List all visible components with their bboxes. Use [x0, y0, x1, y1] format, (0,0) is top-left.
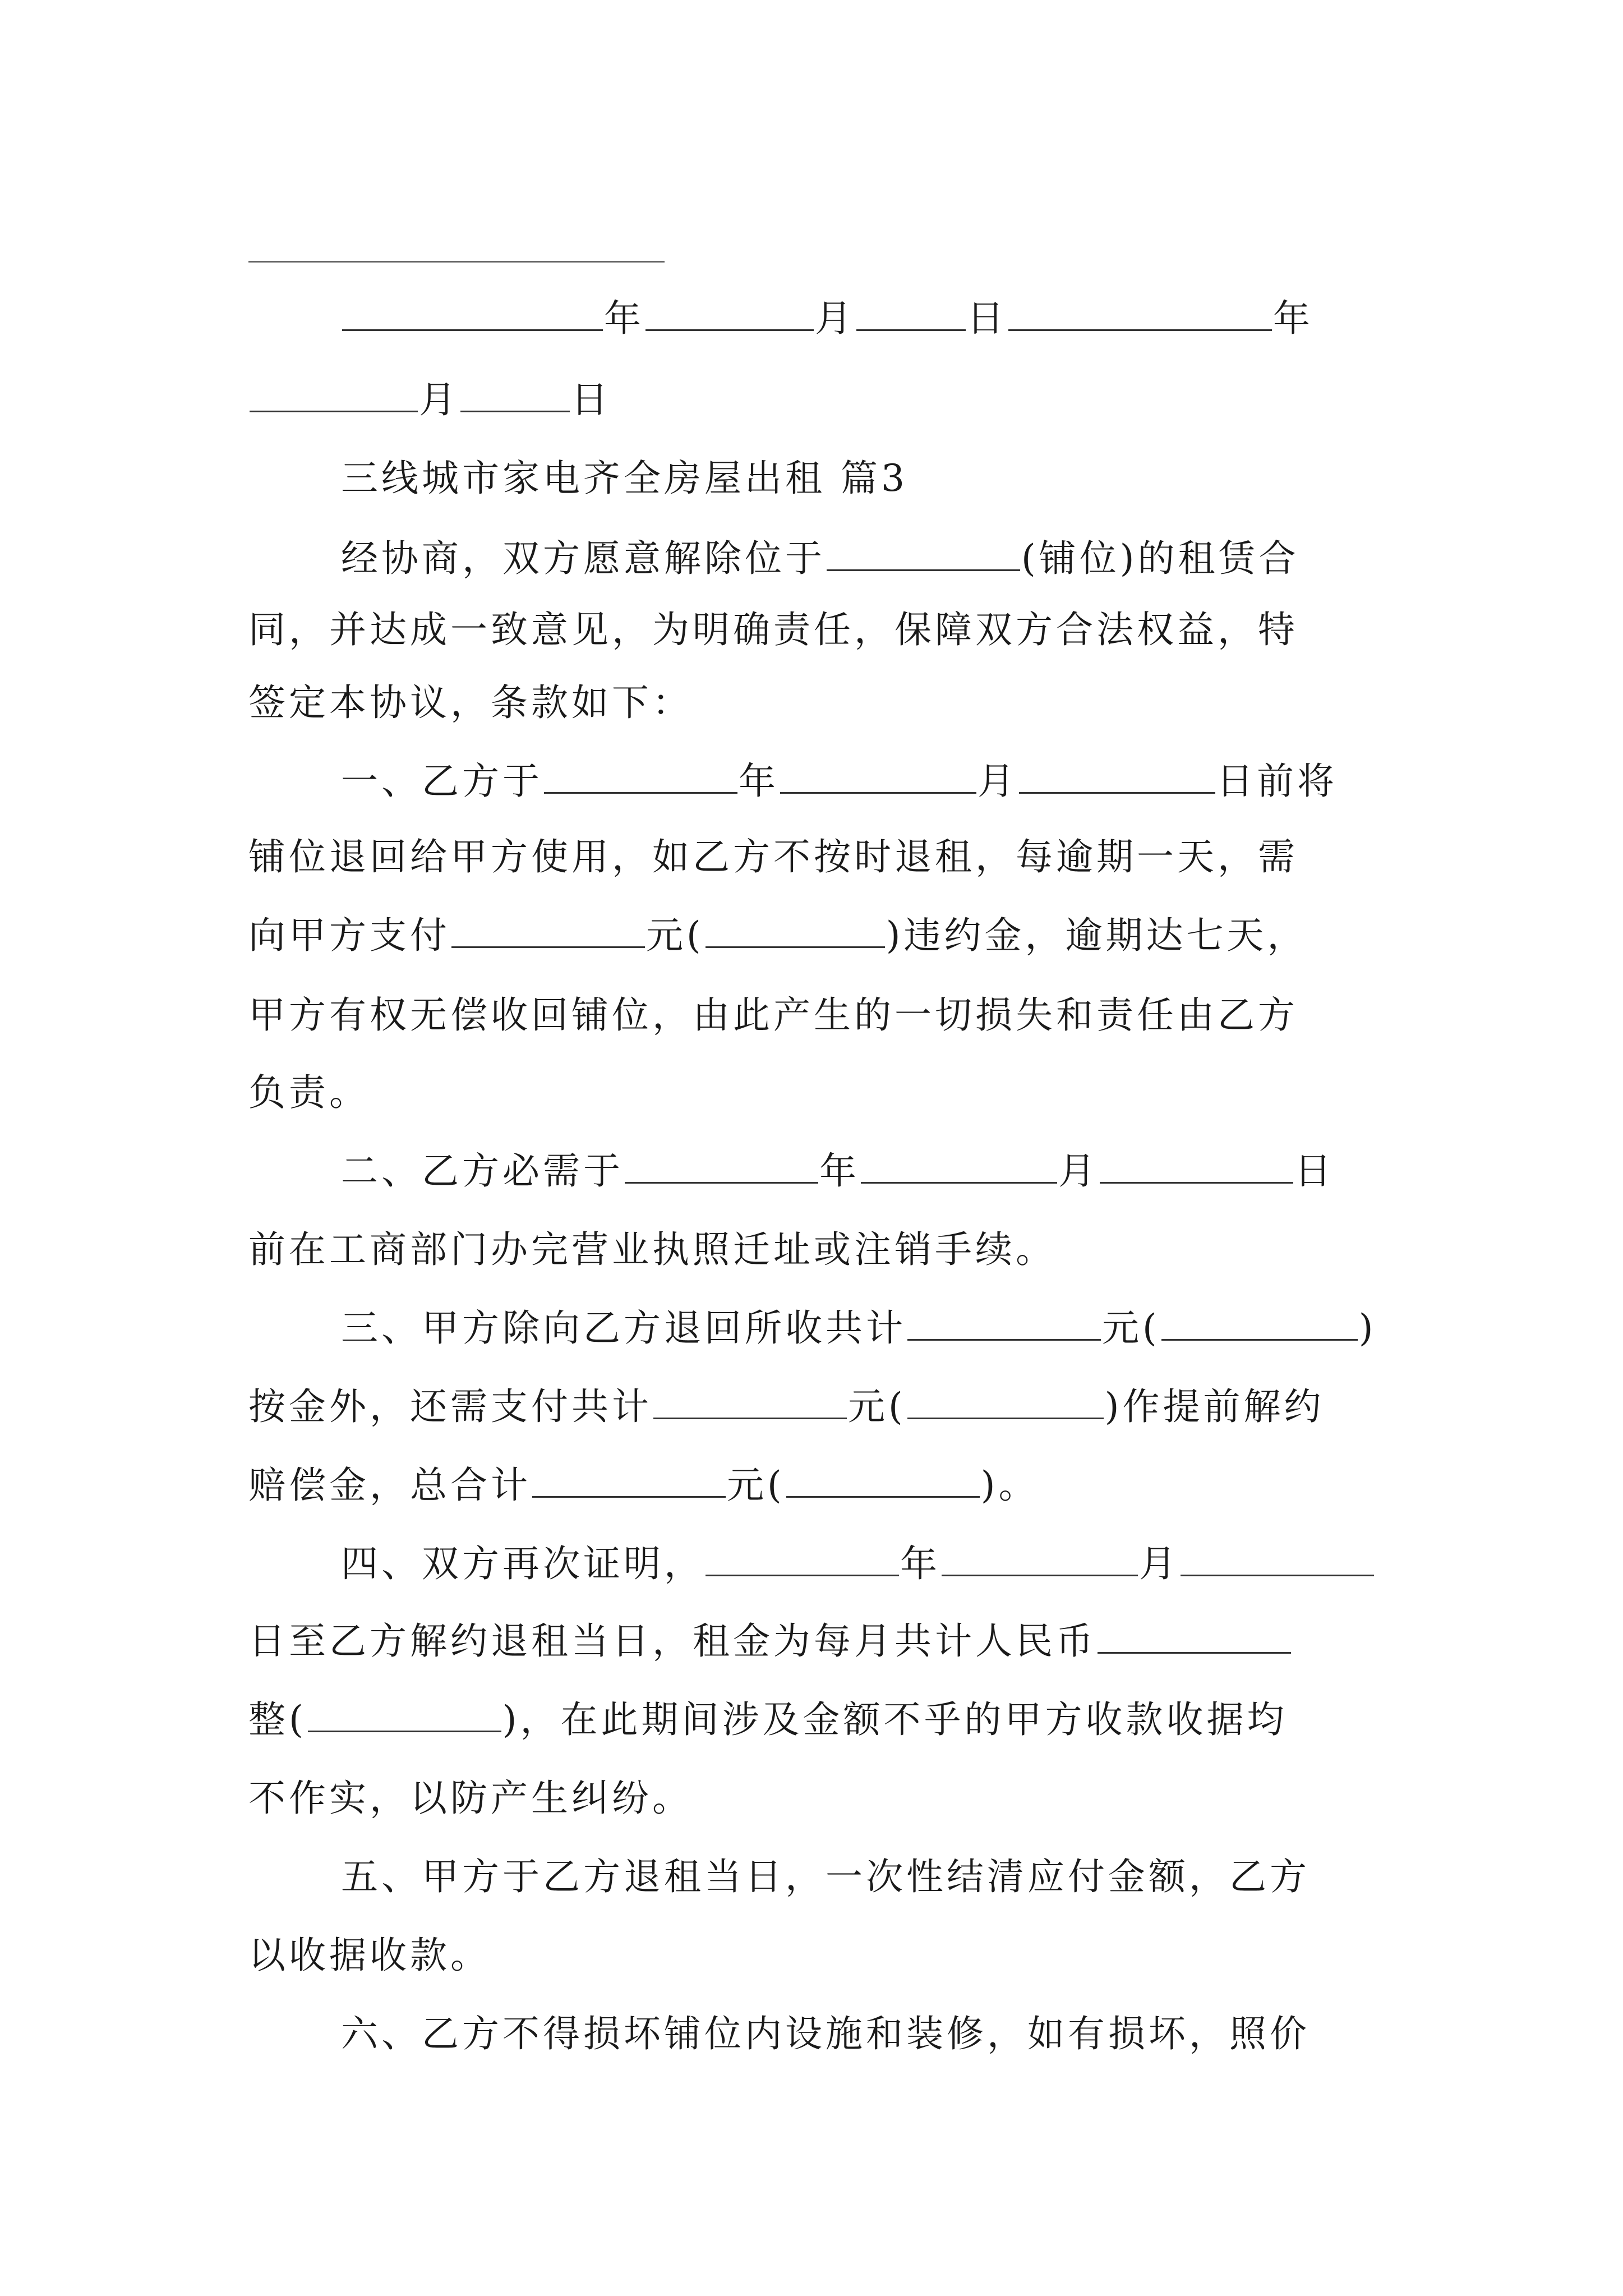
blank-field	[250, 377, 418, 412]
clause-text: 年	[739, 760, 779, 803]
blank-field	[861, 1148, 1057, 1184]
clause-4-line-3	[248, 1693, 1288, 1747]
clause-1-line-5: 负责。	[248, 1071, 370, 1114]
clause-text: 四、双方再次证明，	[341, 1542, 704, 1585]
clause-1-line-2: 铺位退回给甲方使用，如乙方不按时退租，每逾期一天，需	[248, 835, 1298, 878]
clause-text: 年	[819, 1149, 860, 1193]
blank-field	[780, 758, 976, 794]
top-divider	[248, 261, 665, 263]
blank-field	[942, 1541, 1138, 1576]
clause-text: 月	[1058, 1149, 1099, 1193]
blank-field	[786, 1462, 980, 1498]
date-year-label: 年	[604, 297, 644, 340]
blank-field	[706, 913, 885, 948]
blank-field	[907, 1384, 1104, 1419]
clause-text: )，在此期间涉及金额不乎的甲方收款收据均	[502, 1698, 1288, 1741]
clause-text: 月	[1139, 1542, 1179, 1585]
clause-text: 月	[978, 760, 1018, 803]
blank-field	[308, 1697, 501, 1732]
clause-4-line-4: 不作实，以防产生纠纷。	[248, 1777, 693, 1820]
clause-1-line-1	[341, 754, 1338, 808]
clause-text: 向甲方支付	[248, 914, 450, 957]
clause-text: 元(	[1102, 1306, 1160, 1350]
blank-field	[1181, 1541, 1374, 1576]
blank-field	[827, 536, 1020, 571]
clause-text: )作提前解约	[1104, 1385, 1325, 1428]
date-year-label: 年	[1273, 297, 1313, 340]
clause-text: 一、乙方于	[341, 760, 543, 803]
intro-text: (铺位)的租赁合	[1021, 537, 1299, 580]
date-day-label: 日	[571, 378, 611, 421]
clause-6-line-1: 六、乙方不得损坏铺位内设施和装修，如有损坏，照价	[341, 2012, 1310, 2055]
blank-field	[1161, 1305, 1358, 1341]
clause-3-line-3	[248, 1458, 1039, 1512]
clause-text: )违约金，逾期达七天，	[886, 914, 1308, 957]
date-month-label: 月	[815, 297, 855, 340]
blank-field	[1098, 1618, 1291, 1654]
section-heading: 三线城市家电齐全房屋出租 篇3	[341, 457, 908, 500]
date-month-label: 月	[419, 378, 459, 421]
clause-2-line-1	[341, 1144, 1335, 1198]
clause-text: 元(	[727, 1464, 785, 1507]
clause-text: 年	[900, 1542, 940, 1585]
blank-field	[342, 296, 603, 331]
blank-field	[451, 913, 645, 948]
blank-field	[645, 296, 814, 331]
clause-text: 三、甲方除向乙方退回所收共计	[341, 1306, 906, 1350]
signature-date-line-2	[248, 373, 611, 427]
intro-line-1	[341, 532, 1299, 586]
clause-text: )	[1358, 1306, 1377, 1350]
blank-field	[625, 1148, 818, 1184]
clause-text: 元(	[848, 1385, 906, 1428]
blank-field	[1100, 1148, 1293, 1184]
clause-text: 二、乙方必需于	[341, 1149, 624, 1193]
clause-5-line-2: 以收据收款。	[248, 1934, 491, 1977]
clause-text: )。	[980, 1464, 1039, 1507]
blank-field	[653, 1384, 847, 1419]
intro-line-2: 同，并达成一致意见，为明确责任，保障双方合法权益，特	[248, 608, 1298, 651]
clause-text: 整(	[248, 1698, 307, 1741]
clause-text: 元(	[646, 914, 704, 957]
clause-1-line-4: 甲方有权无偿收回铺位，由此产生的一切损失和责任由乙方	[248, 993, 1298, 1037]
signature-date-line-1	[341, 292, 1313, 346]
blank-field	[544, 758, 737, 794]
clause-4-line-1	[341, 1537, 1375, 1591]
clause-5-line-1: 五、甲方于乙方退租当日，一次性结清应付金额，乙方	[341, 1855, 1310, 1898]
clause-text: 日前将	[1216, 760, 1338, 803]
clause-1-line-3	[248, 909, 1308, 963]
blank-field	[856, 296, 966, 331]
clause-3-line-1	[341, 1301, 1377, 1355]
intro-text: 经协商，双方愿意解除位于	[341, 537, 826, 580]
blank-field	[532, 1462, 726, 1498]
blank-field	[1019, 758, 1215, 794]
clause-text: 按金外，还需支付共计	[248, 1385, 652, 1428]
clause-text: 赔偿金，总合计	[248, 1464, 531, 1507]
date-day-label: 日	[967, 297, 1007, 340]
blank-field	[1008, 296, 1272, 331]
blank-field	[706, 1541, 899, 1576]
blank-field	[907, 1305, 1101, 1341]
clause-2-line-2: 前在工商部门办完营业执照迁址或注销手续。	[248, 1228, 1056, 1271]
clause-3-line-2	[248, 1380, 1325, 1434]
clause-text: 日至乙方解约退租当日，租金为每月共计人民币	[248, 1619, 1096, 1663]
intro-line-3: 签定本协议，条款如下：	[248, 681, 693, 724]
blank-field	[460, 377, 570, 412]
clause-text: 日	[1294, 1149, 1335, 1193]
clause-4-line-2	[248, 1614, 1292, 1668]
